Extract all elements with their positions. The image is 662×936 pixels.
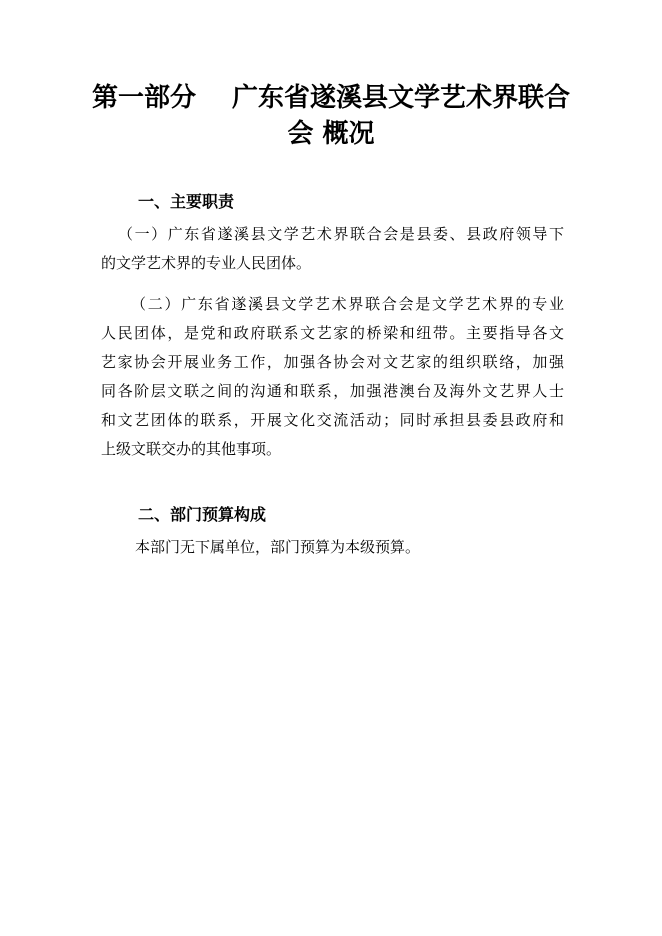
document-title — [90, 80, 572, 152]
paragraph-line: （二）广东省遂溪县文学艺术界联合会是文学艺术界的专业 — [131, 295, 564, 313]
paragraph-line: 同各阶层文联之间的沟通和联系，加强港澳台及海外文艺界人士 — [101, 382, 564, 400]
paragraph-duty-1 — [101, 220, 564, 278]
title-org-name-line1: 广东省遂溪县文学艺术界联合 — [232, 83, 571, 113]
paragraph-line: 人民团体，是党和政府联系文艺家的桥梁和纽带。主要指导各文 — [101, 324, 564, 342]
paragraph-line: 上级文联交办的其他事项。 — [101, 440, 282, 458]
paragraph-budget — [101, 533, 564, 562]
paragraph-line: 和文艺团体的联系，开展文化交流活动；同时承担县委县政府和 — [101, 411, 564, 429]
section-heading-main-duties: 一、主要职责 — [138, 192, 235, 211]
title-part-label: 第一部分 — [91, 83, 196, 113]
paragraph-duty-2 — [101, 290, 564, 464]
paragraph-line: 的文学艺术界的专业人民团体。 — [101, 254, 312, 272]
section-heading-budget-composition: 二、部门预算构成 — [138, 505, 267, 524]
paragraph-line: 艺家协会开展业务工作，加强各协会对文艺家的组织联络，加强 — [101, 353, 564, 371]
title-org-name-line2: 会 概况 — [287, 119, 375, 149]
paragraph-line: （一）广东省遂溪县文学艺术界联合会是县委、县政府领导下 — [118, 225, 564, 243]
paragraph-line: 本部门无下属单位，部门预算为本级预算。 — [135, 538, 421, 556]
